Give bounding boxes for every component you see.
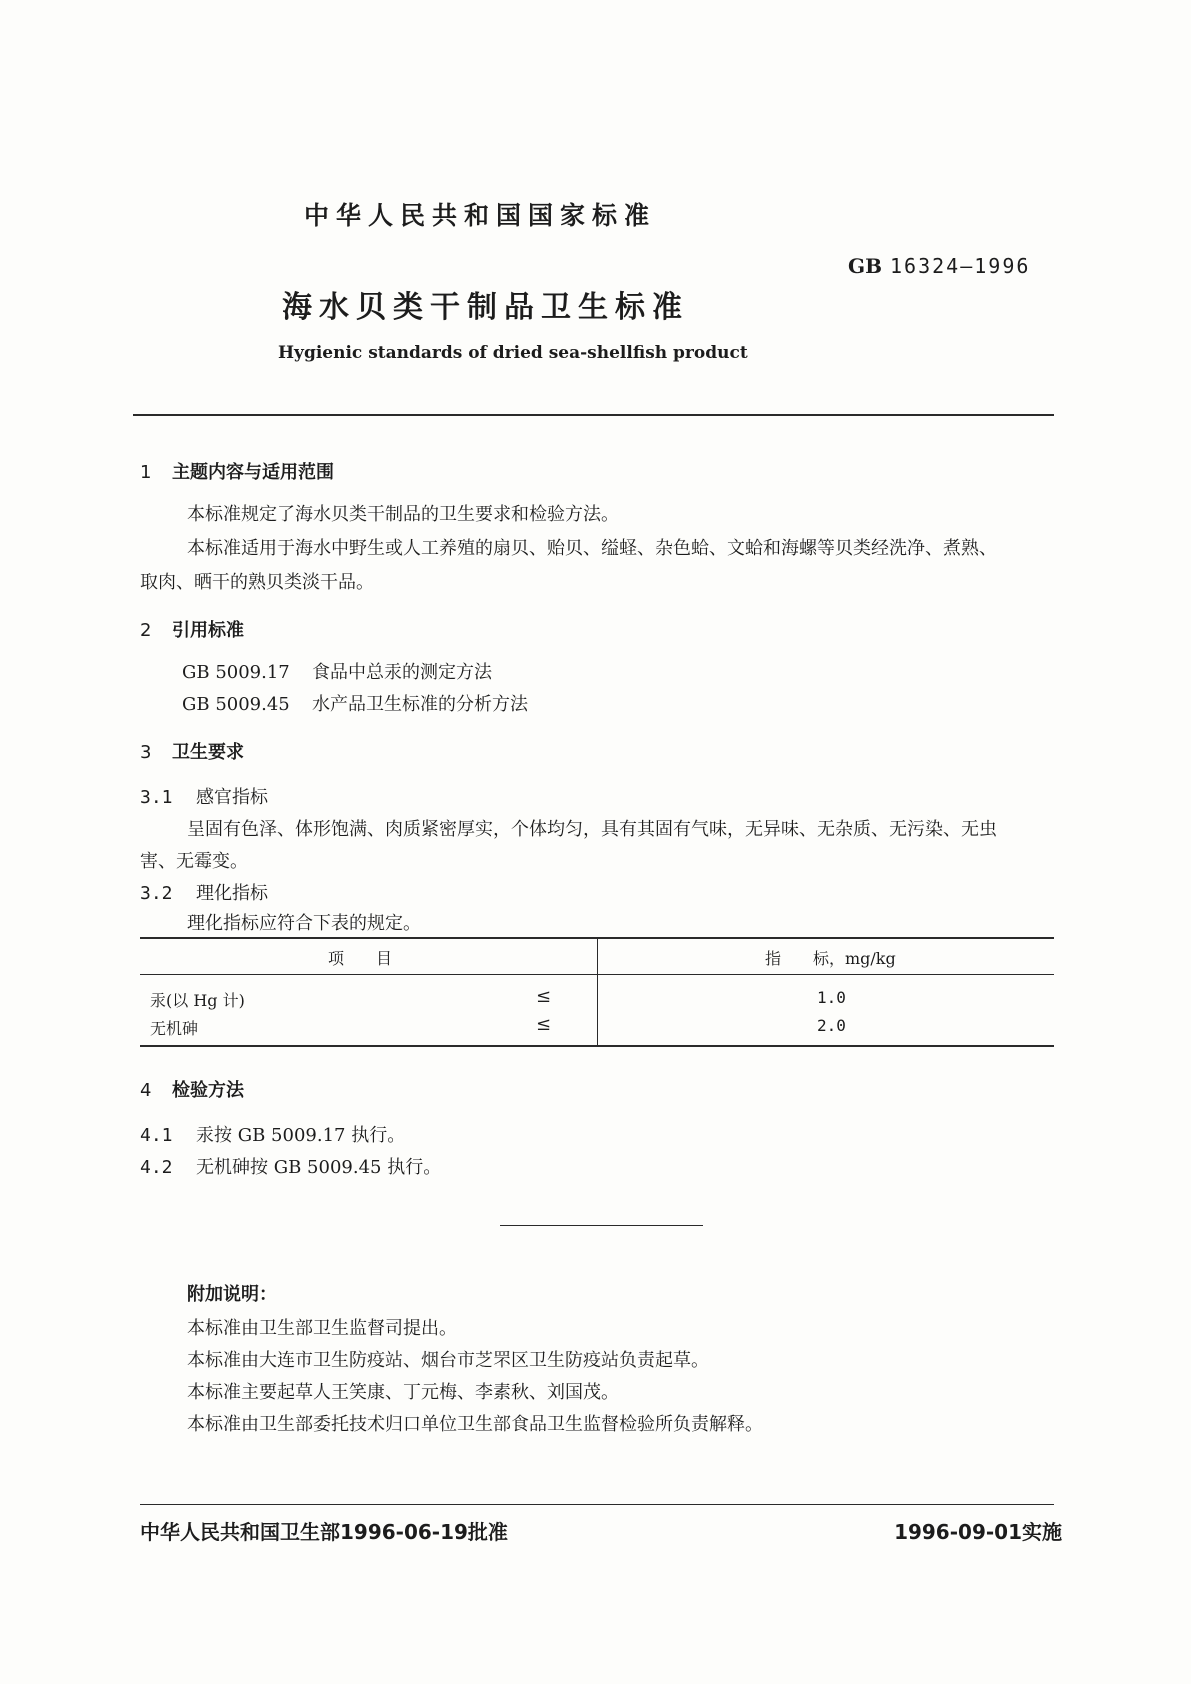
document-title-en: Hygienic standards of dried sea-shellfish product (278, 343, 748, 363)
method-item-text: 无机砷按 GB 5009.45 执行。 (196, 1157, 442, 1178)
table-row-operator: ≤ (536, 1014, 552, 1035)
sensory-requirements-line-1: 呈固有色泽、体形饱满、肉质紧密厚实，个体均匀，具有其固有气味，无异味、无杂质、无污染、无虫 (187, 819, 997, 840)
table-column-divider (597, 938, 598, 1045)
section-3-title: 卫生要求 (172, 742, 244, 763)
subsection-3-2-heading (140, 879, 268, 905)
section-3-heading (140, 738, 244, 764)
subsection-3-1-number: 3.1 (140, 787, 173, 808)
section-1-paragraph-1: 本标准规定了海水贝类干制品的卫生要求和检验方法。 (187, 504, 619, 525)
reference-code: GB 5009.17 (182, 662, 290, 683)
reference-title: 水产品卫生标准的分析方法 (312, 694, 528, 715)
subsection-3-2-number: 3.2 (140, 883, 173, 904)
section-3-number: 3 (140, 742, 152, 763)
national-standard-title: 中华人民共和国国家标准 (304, 201, 657, 230)
table-row-value: 2.0 (817, 1016, 846, 1035)
reference-title: 食品中总汞的测定方法 (312, 662, 492, 683)
notes-line: 本标准由卫生部卫生监督司提出。 (187, 1318, 457, 1339)
method-item (140, 1153, 441, 1179)
method-item-number: 4.1 (140, 1125, 173, 1146)
method-item-number: 4.2 (140, 1157, 173, 1178)
table-row-value: 1.0 (817, 988, 846, 1007)
section-1-heading (140, 458, 334, 484)
section-1-paragraph-2-line-2: 取肉、晒干的熟贝类淡干品。 (140, 572, 374, 593)
section-1-number: 1 (140, 462, 152, 483)
notes-title: 附加说明： (187, 1284, 277, 1305)
table-bottom-rule (140, 1045, 1054, 1047)
section-1-title: 主题内容与适用范围 (172, 462, 334, 483)
standard-code (848, 254, 1030, 278)
subsection-3-2-title: 理化指标 (196, 883, 268, 904)
document-title-cn: 海水贝类干制品卫生标准 (282, 290, 689, 325)
header-rule (133, 414, 1054, 416)
section-1-paragraph-2-line-1: 本标准适用于海水中野生或人工养殖的扇贝、贻贝、缢蛏、杂色蛤、文蛤和海螺等贝类经洗净、煮熟、 (187, 538, 997, 559)
section-2-number: 2 (140, 620, 152, 641)
notes-line: 本标准由大连市卫生防疫站、烟台市芝罘区卫生防疫站负责起草。 (187, 1350, 709, 1371)
subsection-3-1-heading (140, 783, 268, 809)
reference-item (182, 658, 492, 684)
table-header-item: 项 目 (328, 949, 393, 968)
notes-line: 本标准由卫生部委托技术归口单位卫生部食品卫生监督检验所负责解释。 (187, 1414, 763, 1435)
table-intro-text: 理化指标应符合下表的规定。 (187, 913, 421, 934)
section-4-heading (140, 1076, 244, 1102)
approval-line: 中华人民共和国卫生部1996-06-19批准 (140, 1520, 508, 1544)
table-row-operator: ≤ (536, 986, 552, 1007)
section-end-rule (500, 1225, 703, 1226)
section-2-title: 引用标准 (172, 620, 244, 641)
reference-item (182, 690, 528, 716)
reference-code: GB 5009.45 (182, 694, 290, 715)
table-row-item: 汞(以 Hg 计) (150, 991, 245, 1010)
method-item-text: 汞按 GB 5009.17 执行。 (196, 1125, 406, 1146)
footer-rule (140, 1504, 1054, 1505)
standard-code-number: 16324—1996 (889, 254, 1031, 278)
subsection-3-1-title: 感官指标 (196, 787, 268, 808)
table-row-item: 无机砷 (150, 1019, 199, 1038)
section-4-title: 检验方法 (172, 1080, 244, 1101)
notes-line: 本标准主要起草人王笑康、丁元梅、李素秋、刘国茂。 (187, 1382, 619, 1403)
section-2-heading (140, 616, 244, 642)
standard-code-prefix: GB (848, 254, 882, 278)
effective-date-line: 1996-09-01实施 (894, 1520, 1062, 1544)
sensory-requirements-line-2: 害、无霉变。 (140, 851, 248, 872)
table-header-limit: 指 标，mg/kg (765, 949, 896, 968)
method-item (140, 1121, 405, 1147)
section-4-number: 4 (140, 1080, 152, 1101)
